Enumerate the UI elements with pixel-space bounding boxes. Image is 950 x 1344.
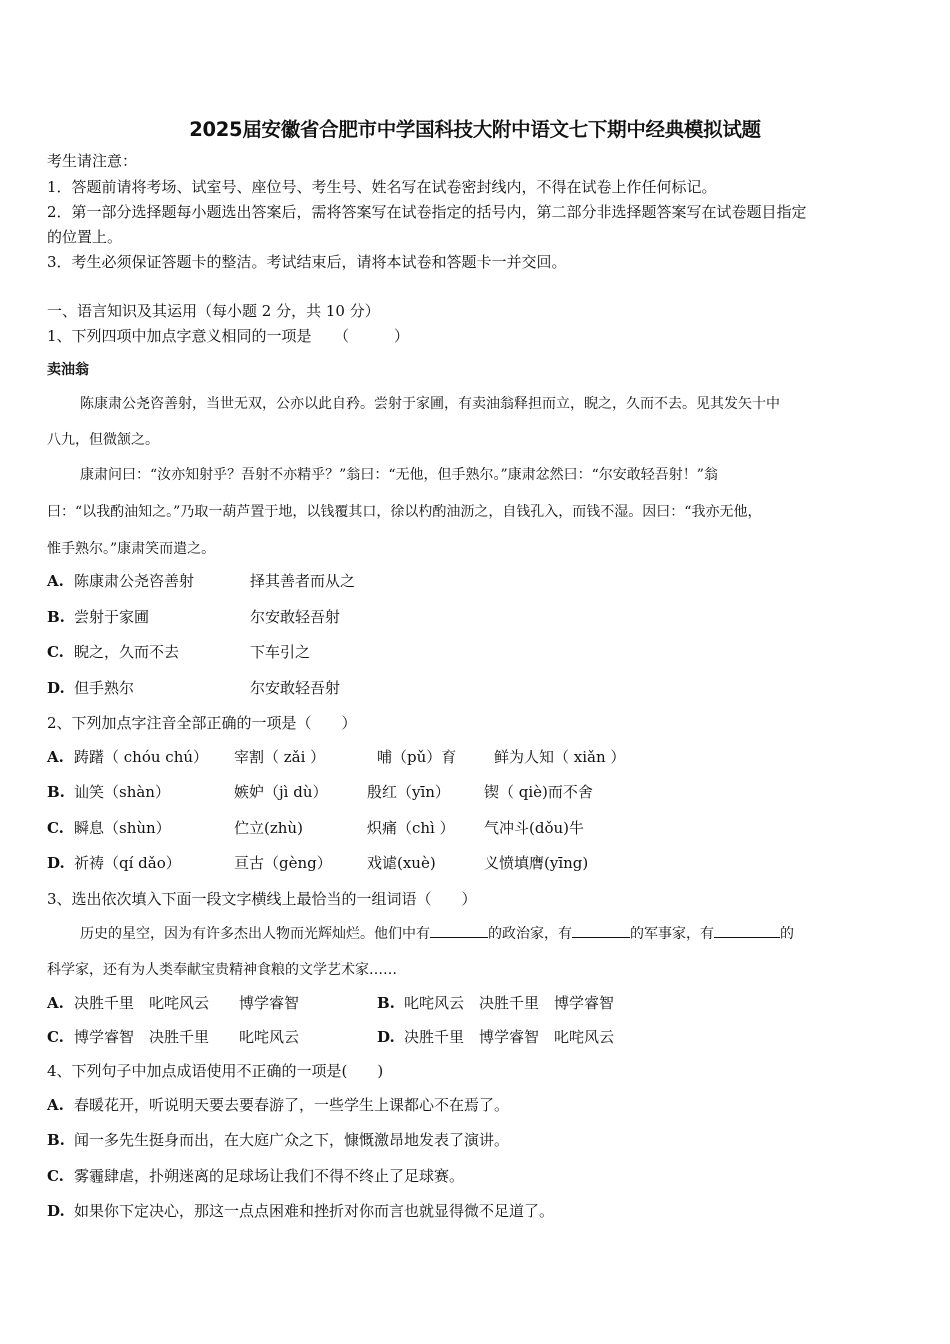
option-row: [47, 853, 589, 873]
option-letter: C.: [47, 1028, 64, 1046]
option-row: [47, 747, 626, 767]
option-text: 叱咤风云 决胜千里 博学睿智: [404, 994, 615, 1012]
option-text: 雾霾肆虐，扑朔迷离的足球场让我们不得不终止了足球赛。: [74, 1167, 465, 1185]
question-stem: 1、下列四项中加点字意义相同的一项是 （ ）: [47, 327, 410, 345]
option-letter: A.: [47, 748, 64, 766]
option-letter: B.: [377, 994, 395, 1012]
option-row: [47, 1095, 510, 1115]
passage-line: 曰：“以我酌油知之。”乃取一葫芦置于地，以钱覆其口，徐以杓酌油沥之，自钱孔入，而钱不湿。因曰：“我亦无他，: [47, 504, 762, 520]
option-text: 决胜千里 博学睿智 叱咤风云: [404, 1028, 615, 1046]
question-stem: 2、下列加点字注音全部正确的一项是（ ）: [47, 714, 357, 732]
option-row: [47, 993, 615, 1013]
option-row: [47, 1166, 465, 1186]
option-cell: 锲（ qiè)而不舍: [484, 783, 593, 801]
notice-item: 的位置上。: [47, 228, 123, 246]
passage-line: 陈康肃公尧咨善射，当世无双，公亦以此自矜。尝射于家圃，有卖油翁释担而立，睨之，久而不去。见其发矢十中: [80, 396, 780, 412]
option-letter: B.: [47, 783, 65, 801]
passage-text: 的: [780, 926, 794, 942]
passage-text: 的政治家，有: [488, 926, 572, 942]
option-cell: 宰割（ zǎi ）: [234, 748, 326, 766]
section-heading: 一、语言知识及其运用（每小题 2 分，共 10 分）: [47, 302, 380, 320]
option-row: [47, 1130, 510, 1150]
option-row: [47, 607, 341, 627]
option-row: [47, 782, 593, 802]
option-left: 但手熟尔: [74, 679, 135, 697]
passage-line: 八九，但微颔之。: [47, 432, 159, 448]
notice-item: 1．答题前请将考场、试室号、座位号、考生号、姓名写在试卷密封线内，不得在试卷上作任何标记。: [47, 178, 717, 196]
option-cell: 气冲斗(dǒu)牛: [484, 819, 584, 837]
notice-item: 2．第一部分选择题每小题选出答案后，需将答案写在试卷指定的括号内，第二部分非选择题答案写在试卷题目指定: [47, 203, 807, 221]
option-cell: 讪笑（shàn）: [74, 783, 170, 801]
option-right: 尔安敢轻吾射: [250, 608, 341, 626]
option-right: 择其善者而从之: [250, 572, 356, 590]
option-letter: B.: [47, 1131, 65, 1149]
question-stem: 4、下列句子中加点成语使用不正确的一项是( ): [47, 1062, 384, 1080]
page-title: 2025届安徽省合肥市中学国科技大附中语文七下期中经典模拟试题: [189, 118, 761, 141]
option-cell: 哺（pǔ）育: [377, 748, 457, 766]
option-left: 陈康肃公尧咨善射: [74, 572, 195, 590]
notice-heading: 考生请注意：: [47, 152, 138, 170]
option-cell: 戏谑(xuè): [367, 854, 436, 872]
option-right: 下车引之: [250, 643, 311, 661]
option-cell: 伫立(zhù): [234, 819, 303, 837]
question-stem: 3、选出依次填入下面一段文字横线上最恰当的一组词语（ ）: [47, 890, 477, 908]
fill-blank: [714, 923, 780, 938]
option-text: 如果你下定决心，那这一点点困难和挫折对你而言也就显得微不足道了。: [74, 1202, 555, 1220]
option-text: 博学睿智 决胜千里 叱咤风云: [74, 1028, 300, 1046]
option-row: [47, 1201, 555, 1221]
fill-blank: [430, 923, 488, 938]
option-letter: C.: [47, 819, 64, 837]
option-cell: 瞬息（shùn）: [74, 819, 171, 837]
option-row: [47, 818, 584, 838]
option-letter: B.: [47, 608, 65, 626]
option-letter: C.: [47, 1167, 64, 1185]
option-row: [47, 678, 341, 698]
option-row: [47, 642, 311, 662]
option-letter: D.: [47, 1202, 65, 1220]
passage-line: 惟手熟尔。”康肃笑而遣之。: [47, 541, 216, 557]
passage-line: [80, 923, 794, 944]
option-right: 尔安敢轻吾射: [250, 679, 341, 697]
option-letter: D.: [47, 854, 65, 872]
option-letter: A.: [47, 572, 64, 590]
option-letter: D.: [377, 1028, 395, 1046]
option-cell: 踌躇（ chóu chú）: [74, 748, 209, 766]
option-letter: A.: [47, 994, 64, 1012]
option-letter: A.: [47, 1096, 64, 1114]
fill-blank: [572, 923, 630, 938]
option-cell: 义愤填膺(yīng): [484, 854, 589, 872]
option-cell: 祈祷（qí dǎo）: [74, 854, 181, 872]
passage-line: 康肃问曰：“汝亦知射乎？吾射不亦精乎？”翁曰：“无他，但手熟尔。”康肃忿然曰：“尔安敢轻吾射！”翁: [80, 467, 718, 483]
passage-title: 卖油翁: [47, 362, 89, 378]
option-left: 睨之，久而不去: [74, 643, 180, 661]
option-text: 春暖花开，听说明天要去要春游了，一些学生上课都心不在焉了。: [74, 1096, 510, 1114]
option-row: [47, 571, 356, 591]
passage-line: 科学家，还有为人类奉献宝贵精神食粮的文学艺术家……: [47, 962, 397, 978]
option-row: [47, 1027, 615, 1047]
option-cell: 亘古（gèng）: [234, 854, 332, 872]
notice-item: 3．考生必须保证答题卡的整洁。考试结束后，请将本试卷和答题卡一并交回。: [47, 253, 567, 271]
option-left: 尝射于家圃: [74, 608, 150, 626]
option-cell: 鲜为人知（ xiǎn ）: [494, 748, 626, 766]
option-letter: C.: [47, 643, 64, 661]
option-text: 闻一多先生挺身而出，在大庭广众之下，慷慨激昂地发表了演讲。: [74, 1131, 510, 1149]
passage-text: 的军事家，有: [630, 926, 714, 942]
option-cell: 炽痛（chì ）: [367, 819, 455, 837]
option-cell: 殷红（yīn）: [367, 783, 450, 801]
option-letter: D.: [47, 679, 65, 697]
option-text: 决胜千里 叱咤风云 博学睿智: [74, 994, 300, 1012]
passage-text: 历史的星空，因为有许多杰出人物而光辉灿烂。他们中有: [80, 926, 430, 942]
option-cell: 嫉妒（jì dù）: [234, 783, 328, 801]
